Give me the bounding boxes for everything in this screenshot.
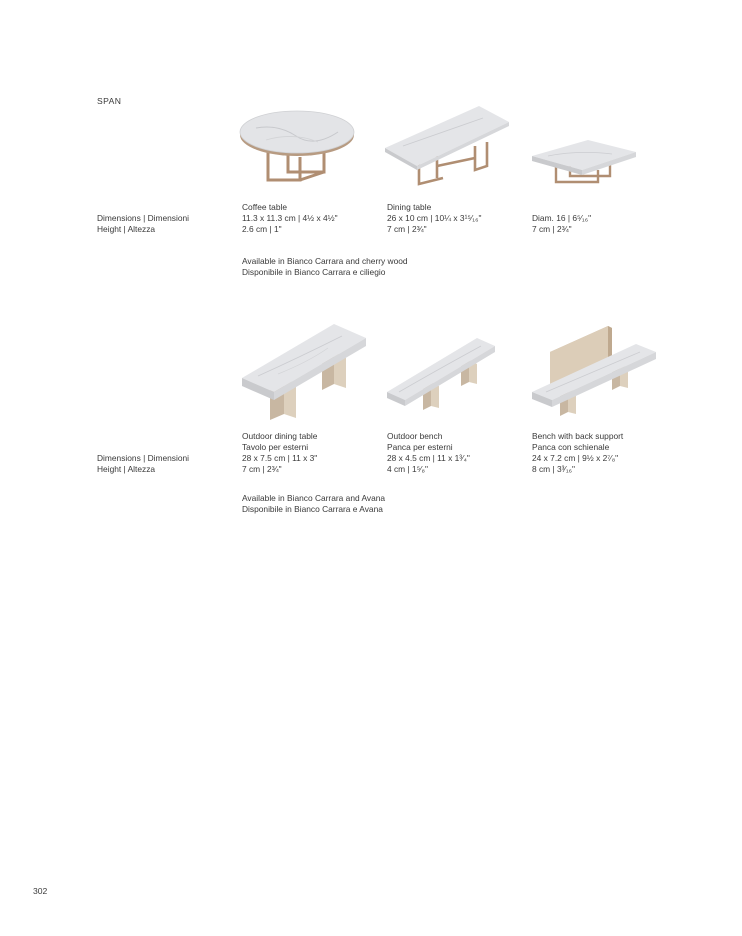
square-table-dimensions: Diam. 16 | 6⁵⁄₁₆" <box>532 213 592 223</box>
outdoor-dining-table-image <box>238 318 370 424</box>
coffee-table-height: 2.6 cm | 1" <box>242 224 282 234</box>
square-table-height: 7 cm | 2¾" <box>532 224 572 234</box>
dimensions-label: Dimensions | Dimensioni <box>97 213 190 223</box>
coffee-table-dimensions: 11.3 x 11.3 cm | 4½ x 4½" <box>242 213 338 223</box>
outdoor-bench-height: 4 cm | 1⁵⁄₈" <box>387 464 428 474</box>
page-number: 302 <box>33 886 48 896</box>
availability-en-1: Available in Bianco Carrara and cherry wood <box>242 256 408 266</box>
brand-title: SPAN <box>97 96 122 106</box>
outdoor-dining-table-name: Outdoor dining table <box>242 431 318 441</box>
availability-it-1: Disponibile in Bianco Carrara e ciliegio <box>242 267 386 277</box>
bench-with-back-height: 8 cm | 3³⁄₁₆" <box>532 464 575 474</box>
dining-table-name: Dining table <box>387 202 432 212</box>
outdoor-bench-name-it: Panca per esterni <box>387 442 453 452</box>
outdoor-bench-name: Outdoor bench <box>387 431 443 441</box>
bench-with-back-name-it: Panca con schienale <box>532 442 610 452</box>
outdoor-dining-table-name-it: Tavolo per esterni <box>242 442 309 452</box>
availability-en-2: Available in Bianco Carrara and Avana <box>242 493 386 503</box>
dining-table-dimensions: 26 x 10 cm | 10¼ x 3¹⁵⁄₁₆" <box>387 213 482 223</box>
dimensions-label-2: Dimensions | Dimensioni <box>97 453 190 463</box>
dining-table-height: 7 cm | 2¾" <box>387 224 427 234</box>
dining-table-image <box>383 102 513 192</box>
square-table-image <box>528 132 640 192</box>
coffee-table-image <box>238 102 360 192</box>
availability-it-2: Disponibile in Bianco Carrara e Avana <box>242 504 383 514</box>
bench-with-back-name: Bench with back support <box>532 431 624 441</box>
outdoor-bench-dimensions: 28 x 4.5 cm | 11 x 1³⁄₄" <box>387 453 470 463</box>
bench-with-back-dimensions: 24 x 7.2 cm | 9½ x 2⁷⁄₈" <box>532 453 619 463</box>
height-label: Height | Altezza <box>97 224 156 234</box>
outdoor-dining-table-dimensions: 28 x 7.5 cm | 11 x 3" <box>242 453 318 463</box>
outdoor-dining-table-height: 7 cm | 2¾" <box>242 464 282 474</box>
coffee-table-name: Coffee table <box>242 202 288 212</box>
outdoor-bench-image <box>383 332 499 414</box>
bench-with-back-image <box>528 322 660 418</box>
height-label-2: Height | Altezza <box>97 464 156 474</box>
